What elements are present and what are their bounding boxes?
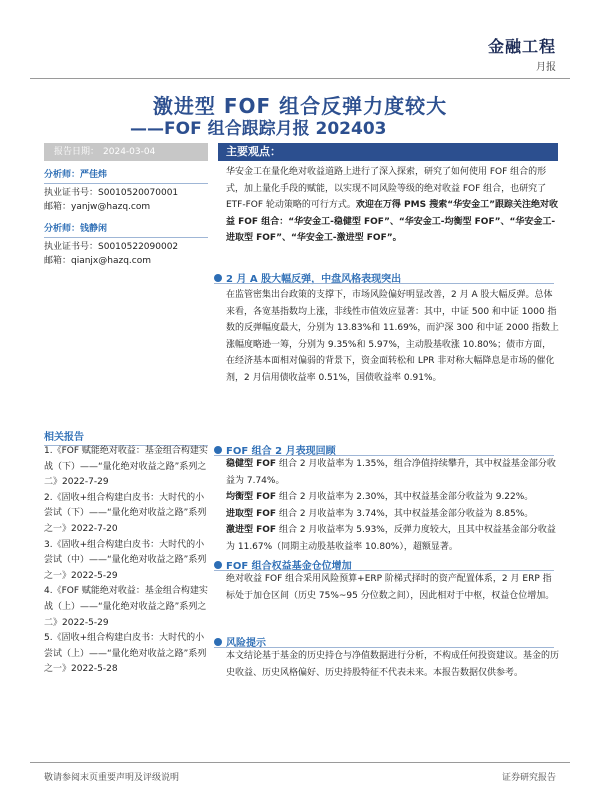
section-heading-position: FOF 组合权益基金仓位增加 xyxy=(214,557,554,572)
bullet-icon xyxy=(214,638,222,646)
brand-label: 金融工程 xyxy=(487,37,556,56)
analyst-cert: 执业证书号：S0010522090002 xyxy=(44,242,179,252)
related-report-item[interactable]: 2.《固收+组合构建白皮书：大时代的小尝试（下）——“量化绝对收益之路”系列之一》2022-7-20 xyxy=(44,492,207,534)
analyst-cert: 执业证书号：S0010520070001 xyxy=(44,188,179,198)
report-subtitle: ——FOF 组合跟踪月报 202403 xyxy=(130,119,387,139)
portfolio-performance-item: 稳健型 FOF 组合 2 月收益率为 1.35%，组合净值持续攀升，其中权益基金部分收益为 7.74%。 xyxy=(226,459,556,486)
risk-text: 本文结论基于基金的历史持仓与净值数据进行分析，不构成任何投资建议。基金的历史收益、历史风格偏好、历史持股特征不代表未来。本报告数据仅供参考。 xyxy=(226,651,560,678)
header-rule xyxy=(30,78,570,79)
bullet-icon xyxy=(214,446,222,454)
related-report-item[interactable]: 5.《固收+组合构建白皮书：大时代的小尝试（上）——“量化绝对收益之路”系列之一》2022-5-28 xyxy=(44,633,207,675)
bullet-icon xyxy=(214,274,222,282)
portfolio-name: 稳健型 FOF xyxy=(226,459,277,469)
report-title: 激进型 FOF 组合反弹力度较大 xyxy=(152,94,448,118)
section-heading-risk: 风险提示 xyxy=(214,634,554,649)
position-text: 绝对收益 FOF 组合采用风险预算+ERP 阶梯式择时的资产配置体系，2 月 ERP 指标处于加仓区间（历史 75%~95 分位数之间），因此相对于中枢，权益仓位增加。 xyxy=(226,574,555,601)
portfolio-name: 进取型 FOF xyxy=(226,508,277,519)
portfolio-name: 均衡型 FOF xyxy=(226,492,277,503)
related-reports-list xyxy=(44,444,208,678)
report-date-bar xyxy=(44,143,208,161)
portfolio-name: 激进型 FOF xyxy=(226,525,277,536)
key-points-follow: 欢迎在万得 PMS 搜索“华安金工”跟踪关注绝对收益 FOF 组合：“华安金工-稳健型 FOF”、“华安金工-均衡型 FOF”、“华安金工-进取型 FOF”、“华安金工-激进型 FOF”。 xyxy=(226,200,559,244)
related-reports-heading: 相关报告 xyxy=(44,428,208,446)
analyst-name: 分析师：严佳炜 xyxy=(44,168,208,184)
report-type-label: 月报 xyxy=(536,62,556,73)
key-points-body xyxy=(226,164,560,247)
footer-label: 证券研究报告 xyxy=(501,773,556,783)
analyst-card xyxy=(44,222,208,268)
analyst-email[interactable]: 邮箱：yanjw@hazq.com xyxy=(44,202,151,212)
related-report-item[interactable]: 3.《固收+组合构建白皮书：大时代的小尝试（中）——“量化绝对收益之路”系列之一》2022-5-29 xyxy=(44,539,207,581)
portfolio-performance-list xyxy=(226,456,560,556)
report-date-label: 报告日期： xyxy=(54,147,100,157)
footer-disclaimer[interactable]: 敬请参阅末页重要声明及评级说明 xyxy=(44,773,180,783)
footer-rule xyxy=(30,762,570,763)
portfolio-performance-item: 均衡型 FOF 组合 2 月收益率为 2.30%，其中权益基金部分收益为 9.22%。 xyxy=(226,492,534,503)
related-report-item[interactable]: 1.《FOF 赋能绝对收益：基金组合构建实战（下）——“量化绝对收益之路”系列之二》2022-7-29 xyxy=(44,446,208,488)
portfolio-performance-item: 激进型 FOF 组合 2 月收益率为 5.93%，反弹力度较大，且其中权益基金部分收益为 11.67%（同期主动股基收益率 10.80%），超额显著。 xyxy=(226,525,556,552)
key-points-heading: 主要观点： xyxy=(218,143,558,161)
key-points-intro: 华安金工在量化绝对收益道路上进行了深入探索，研究了如何使用 FOF 组合的形式，加上量化手段的赋能，以实现不同风险等级的绝对收益 FOF 组合，也研究了 ETF-FOF 轮动策略的可行方式。 xyxy=(226,167,547,211)
section-heading-performance: FOF 组合 2 月表现回顾 xyxy=(214,442,554,457)
related-report-item[interactable]: 4.《FOF 赋能绝对收益：基金组合构建实战（上）——“量化绝对收益之路”系列之二》2022-5-29 xyxy=(44,586,208,628)
section-heading-market: 2 月 A 股大幅反弹，中盘风格表现突出 xyxy=(214,270,554,285)
market-review-text: 在监管密集出台政策的支撑下，市场风险偏好明显改善，2 月 A 股大幅反弹。总体来看，各宽基指数均上涨，非线性市值效应显著：其中，中证 500 和中证 1000 指数的反弹幅度最大，分别为 13.83%和 11.69%，而沪深 300 和中证 2000 指数上涨幅度略逊一筹，分别为 9.35%和 5.97%，主动股基收涨 10.80%；债市方面，在经济基本面相对偏弱的背景下，资金面转松和 LPR 非对称大幅降息是市场的催化剂，2 月信用债收益率 0.51%，国债收益率 0.91%。 xyxy=(226,290,559,383)
portfolio-performance-item: 进取型 FOF 组合 2 月收益率为 3.74%，其中权益基金部分收益为 8.85%。 xyxy=(226,508,534,519)
report-date-value: 2024-03-04 xyxy=(103,147,156,157)
bullet-icon xyxy=(214,561,222,569)
analyst-name: 分析师：钱静闲 xyxy=(44,222,208,238)
analyst-email[interactable]: 邮箱：qianjx@hazq.com xyxy=(44,256,151,266)
analyst-card xyxy=(44,168,208,214)
